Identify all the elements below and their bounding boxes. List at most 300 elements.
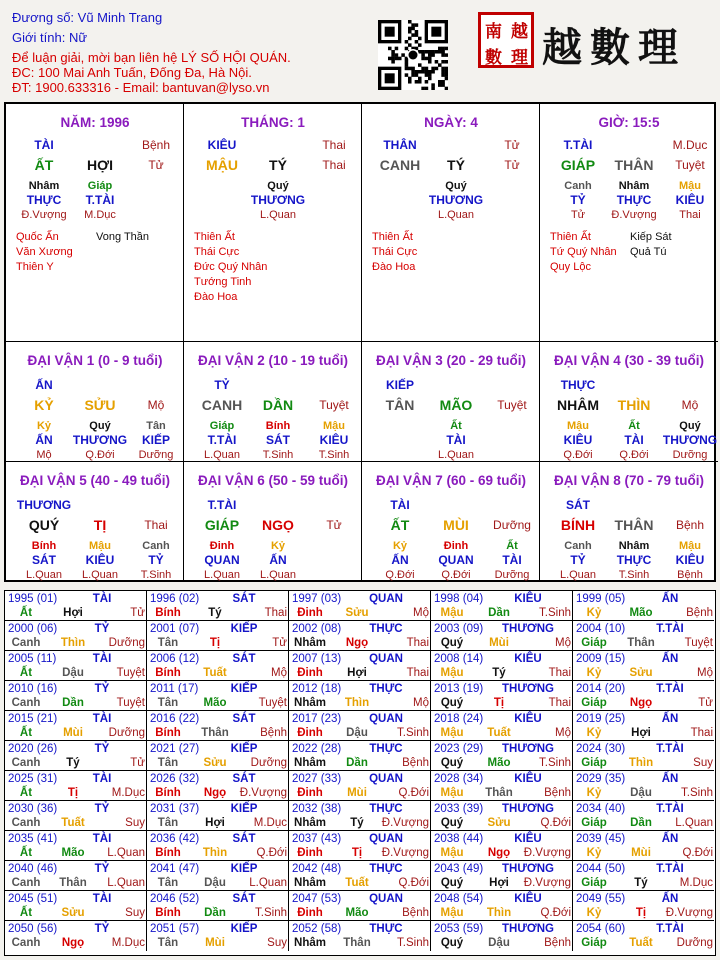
- pillar-earthly-branch: HỢI: [87, 157, 113, 173]
- dai-van-heavenly-stem: CANH: [201, 397, 243, 413]
- spirit-star: Thái Cực: [372, 246, 418, 258]
- year-cell: [5, 591, 147, 621]
- year-stem-god: ẤN: [661, 653, 679, 665]
- year-stage: Q.Đới: [398, 877, 429, 889]
- hidden-stem-stage: Q.Đới: [441, 569, 471, 581]
- hidden-stem-god: THỰC: [616, 553, 652, 567]
- dai-van-earthly-branch: DẦN: [262, 397, 294, 413]
- red-seal-stamp: 南 越 數 理: [478, 12, 534, 68]
- year-earthly-branch: Tý: [634, 877, 648, 889]
- year-cell: [431, 741, 573, 771]
- hidden-stem: Kỷ: [36, 420, 52, 432]
- year-stem-god: TÀI: [92, 833, 112, 845]
- hidden-stem: Ất: [506, 540, 518, 552]
- hidden-stem-stage: T.Sinh: [318, 449, 350, 461]
- year-heavenly-stem: Nhâm: [294, 817, 326, 829]
- dai-van-heavenly-stem: TÂN: [385, 397, 415, 413]
- year-stage: Suy: [125, 817, 145, 829]
- year-cell: [431, 861, 573, 891]
- dai-van-heavenly-stem: ẤT: [390, 517, 410, 533]
- year-cell: [431, 801, 573, 831]
- year-label: 2012 (18): [292, 683, 342, 695]
- hidden-stem-god: TÀI: [502, 553, 522, 567]
- spirit-star: Thiên Ất: [194, 231, 235, 243]
- year-stem-god: T.TÀI: [656, 743, 684, 755]
- year-stage: Tuyệt: [258, 697, 287, 709]
- year-stem-god: KIÊU: [514, 653, 542, 665]
- year-stem-god: T.TÀI: [656, 923, 684, 935]
- year-heavenly-stem: Giáp: [581, 637, 607, 649]
- year-stem-god: QUAN: [369, 773, 403, 785]
- year-earthly-branch: Tuất: [61, 817, 85, 829]
- year-earthly-branch: Mão: [629, 607, 653, 619]
- dai-van-cell: [362, 462, 540, 582]
- dai-van-branch-stage: Tuyệt: [497, 398, 527, 412]
- year-earthly-branch: Sửu: [629, 667, 653, 679]
- year-cell: [573, 681, 714, 711]
- hidden-stem-stage: Thai: [679, 209, 701, 221]
- contact-line: Để luận giải, mời bạn liên hệ LÝ SỐ HỘI QUÁN.: [12, 50, 291, 65]
- pillar-stem-stage: Tử: [504, 138, 520, 152]
- year-label: 2034 (40): [576, 803, 626, 815]
- year-stage: Mộ: [413, 697, 429, 709]
- year-heavenly-stem: Ất: [19, 667, 33, 679]
- spirit-star: Thiên Ất: [550, 231, 591, 243]
- year-cell: [147, 921, 289, 951]
- hidden-stem: Giáp: [87, 180, 113, 192]
- hidden-stem-god: THƯƠNG: [662, 433, 718, 447]
- year-heavenly-stem: Ất: [19, 907, 33, 919]
- year-heavenly-stem: Tân: [157, 637, 179, 649]
- year-earthly-branch: Mùi: [631, 847, 651, 859]
- gender-label: Giới tính:: [12, 30, 66, 45]
- spirit-star: Kiếp Sát: [630, 231, 672, 243]
- year-stem-god: QUAN: [369, 893, 403, 905]
- hidden-stem: Quý: [267, 180, 289, 192]
- year-stage: Tử: [130, 607, 145, 619]
- dai-van-earthly-branch: THÌN: [617, 397, 651, 413]
- year-stage: M.Dục: [111, 787, 145, 799]
- year-stage: Tuyệt: [116, 697, 145, 709]
- year-heavenly-stem: Bính: [155, 847, 181, 859]
- pillar-stem-god: TÀI: [34, 138, 54, 152]
- spirit-star: Quy Lộc: [550, 261, 591, 273]
- year-heavenly-stem: Canh: [11, 817, 41, 829]
- year-label: 2010 (16): [8, 683, 58, 695]
- year-stage: Suy: [267, 937, 287, 949]
- year-heavenly-stem: Quý: [440, 757, 464, 769]
- year-cell: [431, 621, 573, 651]
- year-earthly-branch: Thân: [201, 727, 229, 739]
- pillar-stem-god: THÂN: [383, 138, 417, 152]
- hidden-stem: Mậu: [567, 420, 589, 432]
- year-stage: Đ.Vượng: [381, 847, 429, 859]
- hidden-stem: Đinh: [209, 540, 235, 552]
- hidden-stem: Đinh: [443, 540, 469, 552]
- year-earthly-branch: Sửu: [487, 817, 511, 829]
- year-earthly-branch: Hợi: [205, 817, 225, 829]
- pillar-heavenly-stem: ẤT: [34, 157, 54, 173]
- hidden-stem-god: TỶ: [570, 553, 586, 567]
- hidden-stem-stage: Dưỡng: [494, 569, 530, 581]
- hidden-stem-god: THƯƠNG: [72, 433, 128, 447]
- year-earthly-branch: Sửu: [61, 907, 85, 919]
- dai-van-cell: [540, 342, 718, 462]
- year-cell: [573, 771, 714, 801]
- year-heavenly-stem: Đinh: [297, 667, 323, 679]
- year-earthly-branch: Hợi: [489, 877, 509, 889]
- year-stage: Đ.Vượng: [239, 787, 287, 799]
- year-earthly-branch: Hợi: [631, 727, 651, 739]
- year-earthly-branch: Thìn: [628, 757, 654, 769]
- year-label: 2011 (17): [150, 683, 199, 695]
- year-label: 2043 (49): [434, 863, 484, 875]
- year-stem-god: SÁT: [232, 653, 256, 665]
- dai-van-cell: [540, 462, 718, 582]
- year-cell: [147, 591, 289, 621]
- spirit-star: Quả Tú: [630, 246, 667, 258]
- pillar-title: GIỜ: 15:5: [598, 115, 660, 130]
- year-earthly-branch: Ngọ: [487, 847, 511, 859]
- year-stem-god: THƯƠNG: [502, 623, 554, 635]
- year-cell: [573, 831, 714, 861]
- hidden-stem-stage: T.Sinh: [140, 569, 172, 581]
- year-label: 2016 (22): [150, 713, 200, 725]
- year-cell: [573, 801, 714, 831]
- year-stem-god: KIẾP: [230, 803, 258, 815]
- year-stage: Mộ: [555, 637, 571, 649]
- year-earthly-branch: Hợi: [63, 607, 83, 619]
- year-stage: T.Sinh: [397, 937, 429, 949]
- year-cell: [147, 831, 289, 861]
- dai-van-stem-god: SÁT: [566, 498, 590, 512]
- year-heavenly-stem: Đinh: [297, 607, 323, 619]
- year-stem-god: KIẾP: [230, 683, 258, 695]
- hidden-stem-stage: L.Quan: [259, 209, 297, 221]
- year-stem-god: KIẾP: [230, 743, 258, 755]
- year-earthly-branch: Hợi: [347, 667, 367, 679]
- year-stage: L.Quan: [107, 877, 145, 889]
- dai-van-stem-god: THƯƠNG: [16, 498, 72, 512]
- dai-van-cell: [6, 462, 184, 582]
- dai-van-earthly-branch: TỊ: [93, 517, 107, 533]
- hidden-stem-god: SÁT: [266, 433, 290, 447]
- hidden-stem: Mậu: [89, 540, 111, 552]
- year-heavenly-stem: Quý: [440, 637, 464, 649]
- year-stage: Q.Đới: [540, 817, 571, 829]
- spirit-star: Tứ Quý Nhân: [550, 246, 617, 258]
- dai-van-title: ĐẠI VẬN 1 (0 - 9 tuổi): [27, 353, 163, 368]
- year-stage: Q.Đới: [256, 847, 287, 859]
- year-stage: Thai: [690, 727, 713, 739]
- year-stage: Suy: [125, 907, 145, 919]
- spirit-star: Vong Thần: [96, 231, 150, 243]
- year-heavenly-stem: Giáp: [581, 697, 607, 709]
- hidden-stem: Bính: [31, 540, 57, 552]
- year-cell: [289, 771, 431, 801]
- year-stem-god: KIÊU: [514, 593, 542, 605]
- year-stem-god: SÁT: [232, 773, 256, 785]
- year-stage: T.Sinh: [255, 907, 287, 919]
- hidden-stem-stage: L.Quan: [559, 569, 597, 581]
- year-stem-god: QUAN: [369, 653, 403, 665]
- year-label: 2005 (11): [8, 653, 57, 665]
- hidden-stem-god: TÀI: [446, 433, 466, 447]
- year-stage: Thai: [548, 697, 571, 709]
- hidden-stem: Quý: [89, 420, 111, 432]
- hidden-stem: Mậu: [679, 540, 701, 552]
- year-label: 1996 (02): [150, 593, 200, 605]
- hidden-stem-stage: M.Dục: [84, 209, 116, 221]
- year-stem-god: TỶ: [94, 923, 110, 935]
- year-stage: Mộ: [413, 607, 429, 619]
- dai-van-stem-god: TỶ: [214, 378, 230, 392]
- year-stem-god: ẤN: [661, 593, 679, 605]
- hidden-stem-stage: Dưỡng: [138, 449, 174, 461]
- year-stem-god: THỰC: [369, 623, 403, 635]
- year-earthly-branch: Ngọ: [61, 937, 85, 949]
- dai-van-title: ĐẠI VẬN 7 (60 - 69 tuổi): [375, 473, 527, 488]
- year-cell: [573, 891, 714, 921]
- year-heavenly-stem: Kỷ: [586, 847, 602, 859]
- hidden-stem-god: T.TÀI: [85, 193, 115, 207]
- hidden-stem-stage: Đ.Vượng: [611, 209, 657, 221]
- year-earthly-branch: Mão: [487, 757, 511, 769]
- year-cell: [289, 591, 431, 621]
- year-earthly-branch: Ngọ: [203, 787, 227, 799]
- hidden-stem: Bính: [265, 420, 291, 432]
- year-earthly-branch: Thân: [627, 637, 655, 649]
- hidden-stem: Canh: [142, 540, 170, 552]
- year-heavenly-stem: Tân: [157, 757, 179, 769]
- pillar-title: NGÀY: 4: [424, 115, 478, 130]
- year-heavenly-stem: Quý: [440, 697, 464, 709]
- hidden-stem: Canh: [564, 180, 592, 192]
- hidden-stem-god: KIÊU: [675, 553, 705, 567]
- pillar-cell: [540, 104, 718, 342]
- dai-van-heavenly-stem: KỶ: [34, 397, 54, 413]
- year-label: 2039 (45): [576, 833, 626, 845]
- year-stage: Tuyệt: [684, 637, 713, 649]
- year-earthly-branch: Dậu: [346, 727, 368, 739]
- hidden-stem: Nhâm: [28, 180, 60, 192]
- year-stem-god: THỰC: [369, 743, 403, 755]
- year-heavenly-stem: Nhâm: [294, 637, 326, 649]
- year-cell: [289, 681, 431, 711]
- spirit-star: Đức Quý Nhân: [194, 261, 268, 273]
- year-stage: Tử: [130, 757, 145, 769]
- year-cell: [5, 651, 147, 681]
- year-heavenly-stem: Nhâm: [294, 697, 326, 709]
- spirit-star: Đào Hoa: [372, 261, 416, 273]
- year-stem-god: TỶ: [94, 743, 110, 755]
- year-heavenly-stem: Ất: [19, 847, 33, 859]
- pillar-stem-god: KIÊU: [207, 138, 237, 152]
- year-stem-god: SÁT: [232, 833, 256, 845]
- dai-van-cell: [184, 462, 362, 582]
- year-label: 2051 (57): [150, 923, 200, 935]
- year-earthly-branch: Thìn: [202, 847, 228, 859]
- hidden-stem-stage: L.Quan: [203, 569, 241, 581]
- year-label: 2052 (58): [292, 923, 342, 935]
- year-stem-god: THƯƠNG: [502, 743, 554, 755]
- year-heavenly-stem: Tân: [157, 877, 179, 889]
- dai-van-cell: [184, 342, 362, 462]
- pillar-cell: [362, 104, 540, 342]
- hidden-stem-god: ẤN: [391, 553, 409, 567]
- year-stem-god: TÀI: [92, 653, 112, 665]
- year-cell: [573, 921, 714, 951]
- year-heavenly-stem: Mậu: [440, 607, 464, 619]
- year-earthly-branch: Tị: [635, 907, 647, 919]
- dai-van-branch-stage: Tử: [326, 518, 342, 532]
- dai-van-branch-stage: Mộ: [147, 398, 165, 412]
- year-cell: [573, 741, 714, 771]
- year-cell: [573, 711, 714, 741]
- year-heavenly-stem: Kỷ: [586, 787, 602, 799]
- year-label: 2030 (36): [8, 803, 58, 815]
- year-stage: Thai: [264, 607, 287, 619]
- hidden-stem-god: ẤN: [35, 433, 53, 447]
- year-earthly-branch: Thìn: [60, 637, 86, 649]
- year-stem-god: TÀI: [92, 773, 112, 785]
- hidden-stem-god: TÀI: [624, 433, 644, 447]
- year-cell: [289, 801, 431, 831]
- year-stem-god: KIÊU: [514, 773, 542, 785]
- year-heavenly-stem: Kỷ: [586, 607, 602, 619]
- year-stem-god: QUAN: [369, 713, 403, 725]
- hidden-stem-stage: Dưỡng: [672, 449, 708, 461]
- dai-van-heavenly-stem: QUÝ: [28, 517, 60, 533]
- year-stem-god: TỶ: [94, 803, 110, 815]
- brand-logo: [478, 12, 708, 72]
- year-stage: Tuyệt: [116, 667, 145, 679]
- hidden-stem: Ất: [450, 420, 462, 432]
- dai-van-earthly-branch: SỬU: [84, 397, 116, 413]
- year-stage: Mộ: [697, 667, 713, 679]
- year-stage: Đ.Vượng: [523, 847, 571, 859]
- bazi-chart-grid: [4, 102, 716, 582]
- year-label: 2026 (32): [150, 773, 200, 785]
- year-cell: [289, 831, 431, 861]
- year-stem-god: ẤN: [661, 713, 679, 725]
- spirit-star: Tướng Tinh: [194, 276, 252, 288]
- year-stem-god: QUAN: [369, 593, 403, 605]
- spirit-star: Thái Cực: [194, 246, 240, 258]
- hidden-stem: Giáp: [209, 420, 235, 432]
- year-label: 1998 (04): [434, 593, 484, 605]
- year-earthly-branch: Tý: [208, 607, 222, 619]
- year-label: 2037 (43): [292, 833, 342, 845]
- hidden-stem-god: THƯƠNG: [250, 193, 306, 207]
- year-earthly-branch: Mão: [345, 907, 369, 919]
- year-stem-god: TÀI: [92, 893, 112, 905]
- year-cell: [5, 621, 147, 651]
- year-cell: [431, 831, 573, 861]
- year-earthly-branch: Mão: [61, 847, 85, 859]
- year-cell: [431, 771, 573, 801]
- year-earthly-branch: Dần: [488, 607, 510, 619]
- year-heavenly-stem: Nhâm: [294, 757, 326, 769]
- phone-email-line: ĐT: 1900.633316 - Email: bantuvan@lyso.vn: [12, 80, 270, 95]
- pillar-earthly-branch: TÝ: [269, 157, 287, 173]
- year-heavenly-stem: Nhâm: [294, 877, 326, 889]
- brand-title: 越數理: [542, 24, 686, 71]
- hidden-stem-god: THƯƠNG: [428, 193, 484, 207]
- year-stem-god: TỶ: [94, 863, 110, 875]
- year-stem-god: THƯƠNG: [502, 803, 554, 815]
- hidden-stem: Ất: [628, 420, 640, 432]
- hidden-stem-god: T.TÀI: [207, 433, 237, 447]
- year-cell: [431, 651, 573, 681]
- pillar-branch-stage: Tử: [148, 158, 164, 172]
- year-stem-god: KIÊU: [514, 893, 542, 905]
- dai-van-heavenly-stem: BÍNH: [560, 517, 596, 533]
- year-heavenly-stem: Quý: [440, 937, 464, 949]
- year-stem-god: SÁT: [232, 593, 256, 605]
- year-stage: Tử: [272, 637, 287, 649]
- year-earthly-branch: Thìn: [486, 907, 512, 919]
- year-earthly-branch: Dậu: [630, 787, 652, 799]
- year-cell: [147, 621, 289, 651]
- hidden-stem: Tân: [146, 420, 166, 432]
- dai-van-heavenly-stem: GIÁP: [204, 517, 240, 533]
- hidden-stem-god: KIẾP: [141, 433, 170, 447]
- year-earthly-branch: Dần: [630, 817, 652, 829]
- year-cell: [147, 741, 289, 771]
- year-heavenly-stem: Quý: [440, 877, 464, 889]
- year-earthly-branch: Mùi: [489, 637, 509, 649]
- hidden-stem-stage: Đ.Vượng: [21, 209, 67, 221]
- hidden-stem-god: TỶ: [148, 553, 164, 567]
- year-stage: Đ.Vượng: [665, 907, 713, 919]
- dai-van-stem-god: T.TÀI: [207, 498, 237, 512]
- dai-van-title: ĐẠI VẬN 5 (40 - 49 tuổi): [19, 473, 171, 488]
- dai-van-title: ĐẠI VẬN 3 (20 - 29 tuổi): [375, 353, 527, 368]
- year-earthly-branch: Dần: [62, 697, 84, 709]
- year-stem-god: TỶ: [94, 683, 110, 695]
- year-cell: [5, 921, 147, 951]
- year-cell: [431, 591, 573, 621]
- hidden-stem-stage: L.Quan: [81, 569, 119, 581]
- pillar-heavenly-stem: CANH: [379, 157, 421, 173]
- year-label: 2031 (37): [150, 803, 200, 815]
- year-stem-god: TÀI: [92, 713, 112, 725]
- pillar-branch-stage: Thai: [322, 158, 346, 172]
- year-stage: T.Sinh: [539, 757, 571, 769]
- hidden-stem-stage: Q.Đới: [619, 449, 649, 461]
- year-stage: Dưỡng: [676, 937, 713, 949]
- hidden-stem-god: KIÊU: [319, 433, 349, 447]
- dai-van-earthly-branch: NGỌ: [262, 517, 294, 533]
- year-heavenly-stem: Giáp: [581, 817, 607, 829]
- year-cell: [147, 711, 289, 741]
- year-stage: Bệnh: [402, 907, 429, 919]
- year-label: 2053 (59): [434, 923, 484, 935]
- year-label: 1995 (01): [8, 593, 58, 605]
- year-heavenly-stem: Bính: [155, 787, 181, 799]
- year-stem-god: SÁT: [232, 893, 256, 905]
- year-cell: [147, 861, 289, 891]
- year-label: 2054 (60): [576, 923, 626, 935]
- year-earthly-branch: Dần: [204, 907, 226, 919]
- dai-van-earthly-branch: THÂN: [614, 517, 654, 533]
- year-label: 2024 (30): [576, 743, 626, 755]
- year-heavenly-stem: Canh: [11, 697, 41, 709]
- year-cell: [5, 801, 147, 831]
- hidden-stem: Kỷ: [270, 540, 286, 552]
- year-label: 2022 (28): [292, 743, 342, 755]
